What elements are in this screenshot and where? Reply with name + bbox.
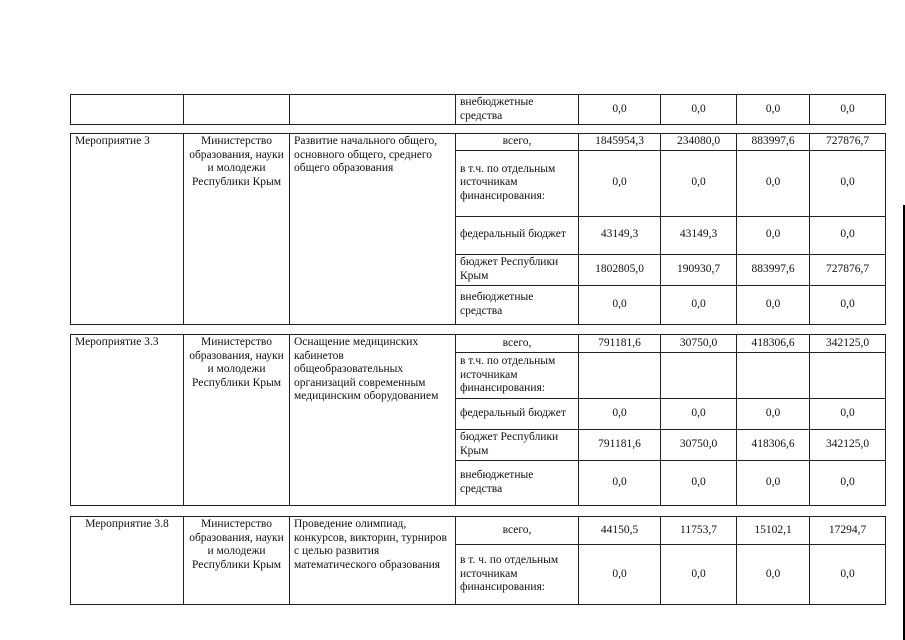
source-cell: бюджет Республики Крым	[456, 254, 579, 285]
value-cell: 418306,6	[737, 430, 810, 461]
value-cell: 43149,3	[579, 216, 661, 254]
executor-cell	[184, 95, 290, 125]
value-cell: 0,0	[579, 545, 661, 605]
description-cell: Проведение олимпиад, конкурсов, викторин, турниров с целью развития математического образования	[290, 517, 456, 605]
value-cell: 727876,7	[810, 254, 886, 285]
value-cell: 883997,6	[737, 254, 810, 285]
value-cell: 0,0	[737, 399, 810, 430]
value-cell: 0,0	[579, 150, 661, 216]
value-cell: 1845954,3	[579, 134, 661, 151]
value-cell: 0,0	[661, 95, 737, 125]
value-cell: 30750,0	[661, 430, 737, 461]
executor-cell: Министерство образования, науки и молодежи Республики Крым	[184, 134, 290, 325]
source-cell: внебюджетные средства	[456, 461, 579, 506]
value-cell: 30750,0	[661, 335, 737, 353]
value-cell: 0,0	[810, 399, 886, 430]
value-cell: 0,0	[661, 285, 737, 324]
source-cell: внебюджетные средства	[456, 95, 579, 125]
source-cell: в т.ч. по отдельным источникам финансирования:	[456, 353, 579, 399]
value-cell: 0,0	[737, 95, 810, 125]
value-cell: 44150,5	[579, 517, 661, 545]
source-cell: федеральный бюджет	[456, 399, 579, 430]
executor-cell: Министерство образования, науки и молодежи Республики Крым	[184, 335, 290, 506]
value-cell: 17294,7	[810, 517, 886, 545]
value-cell: 791181,6	[579, 430, 661, 461]
description-cell	[290, 95, 456, 125]
source-cell: бюджет Республики Крым	[456, 430, 579, 461]
value-cell: 791181,6	[579, 335, 661, 353]
value-cell: 0,0	[810, 150, 886, 216]
table-row	[71, 134, 886, 151]
value-cell: 0,0	[661, 461, 737, 506]
value-cell: 0,0	[661, 545, 737, 605]
value-cell: 0,0	[810, 95, 886, 125]
value-cell: 11753,7	[661, 517, 737, 545]
table-measure-3-8	[70, 516, 886, 605]
measure-cell: Мероприятие 3.8	[71, 517, 184, 605]
table-continuation	[70, 94, 886, 125]
value-cell: 0,0	[661, 399, 737, 430]
source-cell: всего,	[456, 134, 579, 151]
value-cell: 0,0	[737, 285, 810, 324]
value-cell: 0,0	[810, 461, 886, 506]
value-cell: 0,0	[737, 461, 810, 506]
value-cell: 190930,7	[661, 254, 737, 285]
value-cell: 0,0	[810, 216, 886, 254]
source-cell: в т.ч. по отдельным источникам финансирования:	[456, 150, 579, 216]
value-cell: 727876,7	[810, 134, 886, 151]
value-cell	[810, 353, 886, 399]
value-cell: 0,0	[579, 95, 661, 125]
measure-cell: Мероприятие 3	[71, 134, 184, 325]
value-cell: 0,0	[810, 285, 886, 324]
value-cell: 342125,0	[810, 335, 886, 353]
description-cell: Оснащение медицинских кабинетов общеобразовательных организаций современным медицинским оборудованием	[290, 335, 456, 506]
value-cell	[579, 353, 661, 399]
description-cell: Развитие начального общего, основного общего, среднего общего образования	[290, 134, 456, 325]
value-cell: 234080,0	[661, 134, 737, 151]
table-row	[71, 517, 886, 545]
value-cell: 1802805,0	[579, 254, 661, 285]
source-cell: внебюджетные средства	[456, 285, 579, 324]
value-cell	[737, 353, 810, 399]
source-cell: всего,	[456, 517, 579, 545]
value-cell	[661, 353, 737, 399]
source-cell: в т. ч. по отдельным источникам финансирования:	[456, 545, 579, 605]
value-cell: 883997,6	[737, 134, 810, 151]
measure-cell	[71, 95, 184, 125]
source-cell: всего,	[456, 335, 579, 353]
value-cell: 0,0	[737, 545, 810, 605]
value-cell: 0,0	[810, 545, 886, 605]
table-measure-3-3	[70, 334, 886, 506]
value-cell: 418306,6	[737, 335, 810, 353]
table-row	[71, 95, 886, 125]
value-cell: 342125,0	[810, 430, 886, 461]
value-cell: 0,0	[737, 150, 810, 216]
value-cell: 0,0	[579, 399, 661, 430]
value-cell: 0,0	[579, 461, 661, 506]
table-measure-3	[70, 133, 886, 325]
source-cell: федеральный бюджет	[456, 216, 579, 254]
measure-cell: Мероприятие 3.3	[71, 335, 184, 506]
table-row	[71, 335, 886, 353]
value-cell: 0,0	[661, 150, 737, 216]
value-cell: 43149,3	[661, 216, 737, 254]
value-cell: 0,0	[737, 216, 810, 254]
value-cell: 0,0	[579, 285, 661, 324]
executor-cell: Министерство образования, науки и молодежи Республики Крым	[184, 517, 290, 605]
value-cell: 15102,1	[737, 517, 810, 545]
